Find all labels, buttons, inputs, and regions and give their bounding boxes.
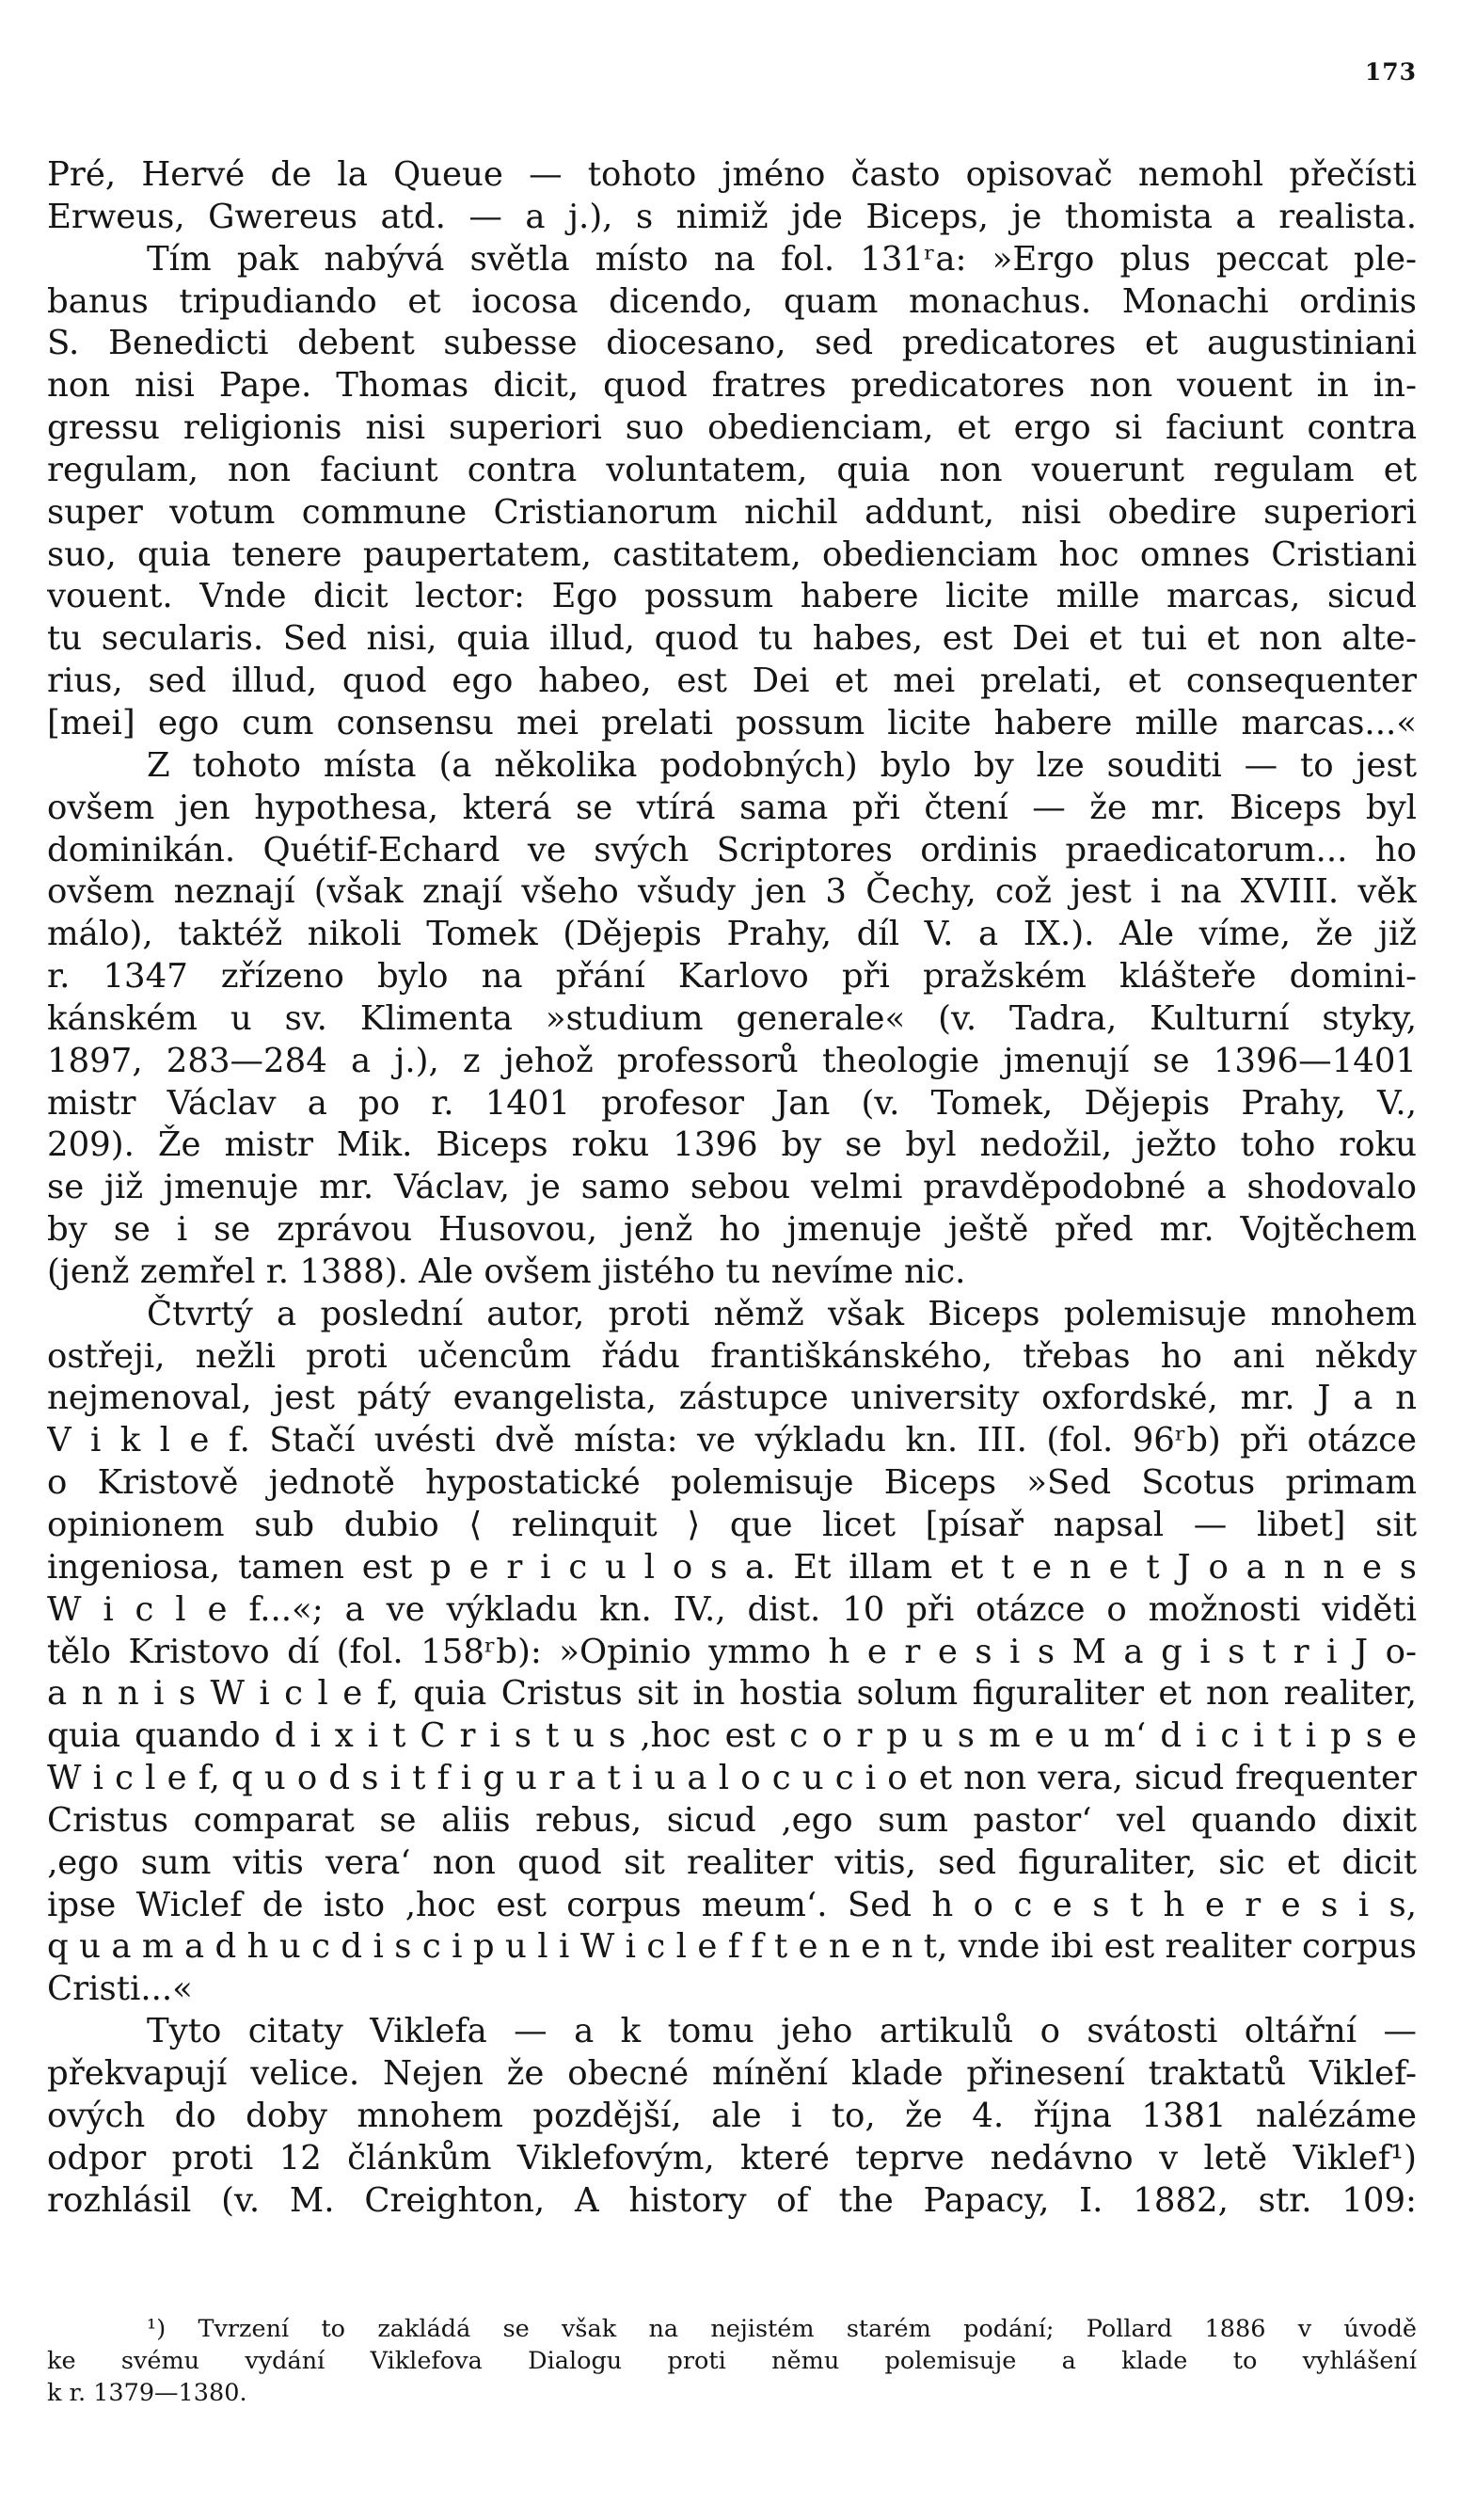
text-line: se již jmenuje mr. Václav, je samo sebou velmi pravděpodobné a shodovalo [47, 1168, 1417, 1207]
footnote-line: ¹) Tvrzení to zakládá se však na nejistém starém podání; Pollard 1886 v úvodě [147, 2315, 1417, 2343]
text-line: dominikán. Quétif-Echard ve svých Scriptores ordinis praedicatorum... ho [47, 830, 1417, 869]
text-line: Cristus comparat se aliis rebus, sicud ‚ego sum pastor‘ vel quando dixit [47, 1800, 1417, 1840]
text-line: o Kristově jednotě hypostatické polemisuje Biceps »Sed Scotus primam [47, 1463, 1417, 1503]
text-line: překvapují velice. Nejen že obecné mínění klade přinesení traktatů Viklef- [47, 2053, 1417, 2093]
text-line: Tyto citaty Viklefa — a k tomu jeho artikulů o svátosti oltářní — [147, 2012, 1417, 2051]
footnote [47, 2313, 1417, 2409]
text-line: kánském u sv. Klimenta »studium generale« (v. Tadra, Kulturní styky, [47, 998, 1417, 1038]
text-line: W i c l e f...«; a ve výkladu kn. IV., dist. 10 při otázce o možnosti viděti [47, 1589, 1417, 1629]
text-line: V i k l e f. Stačí uvésti dvě místa: ve výkladu kn. III. (fol. 96ʳb) při otázce [47, 1421, 1417, 1460]
text-line: S. Benedicti debent subesse diocesano, sed predicatores et augustiniani [47, 324, 1417, 363]
text-line: rozhlásil (v. M. Creighton, A history of the Papacy, I. 1882, str. 109: [47, 2180, 1417, 2220]
text-line: (jenž zemřel r. 1388). Ale ovšem jistého tu nevíme nic. [47, 1252, 966, 1291]
text-line: ovšem neznají (však znají všeho všudy jen 3 Čechy, což jest i na XVIII. věk [47, 872, 1417, 912]
text-line: a n n i s W i c l e f, quia Cristus sit in hostia solum figuraliter et non realiter, [47, 1674, 1417, 1714]
footnote-line: k r. 1379—1380. [47, 2379, 247, 2407]
text-line: rius, sed illud, quod ego habeo, est Dei et mei prelati, et consequenter [47, 662, 1417, 701]
text-line: mistr Václav a po r. 1401 profesor Jan (v. Tomek, Dějepis Prahy, V., [47, 1083, 1417, 1123]
text-line: ‚ego sum vitis vera‘ non quod sit realiter vitis, sed figuraliter, sic et dicit [47, 1842, 1417, 1882]
text-line: ostřeji, nežli proti učencům řádu františkánského, třebas ho ani někdy [47, 1336, 1417, 1376]
footnote-line: ke svému vydání Viklefova Dialogu proti němu polemisuje a klade to vyhlášení [47, 2347, 1417, 2375]
text-line: q u a m a d h u c d i s c i p u l i W i c l e f f t e n e n t, vnde ibi est realiter corpus [47, 1927, 1417, 1967]
text-line: ipse Wiclef de isto ‚hoc est corpus meum‘. Sed h o c e s t h e r e s i s, [47, 1885, 1417, 1924]
text-line: Erweus, Gwereus atd. — a j.), s nimiž jde Biceps, je thomista a realista. [47, 197, 1417, 236]
text-line: málo), taktéž nikoli Tomek (Dějepis Prahy, díl V. a IX.). Ale víme, že již [47, 915, 1417, 954]
text-line: suo, quia tenere paupertatem, castitatem, obedienciam hoc omnes Cristiani [47, 534, 1417, 574]
text-line: Pré, Hervé de la Queue — tohoto jméno často opisovač nemohl přečísti [47, 155, 1417, 194]
text-line: gressu religionis nisi superiori suo obedienciam, et ergo si faciunt contra [47, 408, 1417, 448]
page-number: 173 [1364, 58, 1417, 86]
text-line: opinionem sub dubio ⟨ relinquit ⟩ que licet [písař napsal — libet] sit [47, 1506, 1417, 1544]
text-line: r. 1347 zřízeno bylo na přání Karlovo při pražském klášteře domini- [47, 957, 1417, 997]
text-line: odpor proti 12 článkům Viklefovým, které teprve nedávno v letě Viklef¹) [47, 2138, 1417, 2177]
text-line: [mei] ego cum consensu mei prelati possum licite habere mille marcas...« [47, 703, 1417, 742]
text-line: Tím pak nabývá světla místo na fol. 131ʳa: »Ergo plus peccat ple- [147, 239, 1417, 279]
text-line: banus tripudiando et iocosa dicendo, quam monachus. Monachi ordinis [47, 281, 1417, 321]
text-line: 1897, 283—284 a j.), z jehož professorů theologie jmenují se 1396—1401 [47, 1041, 1417, 1080]
text-line: 209). Že mistr Mik. Biceps roku 1396 by se byl nedožil, ježto toho roku [47, 1125, 1417, 1165]
text-line: tělo Kristovo dí (fol. 158ʳb): »Opinio ymmo h e r e s i s M a g i s t r i J o- [47, 1632, 1417, 1671]
text-line: vouent. Vnde dicit lector: Ego possum habere licite mille marcas, sicud [47, 577, 1417, 616]
text-line: Z tohoto místa (a několika podobných) bylo by lze souditi — to jest [147, 745, 1417, 785]
text-line: nejmenoval, jest pátý evangelista, zástupce university oxfordské, mr. J a n [47, 1379, 1417, 1418]
text-line: non nisi Pape. Thomas dicit, quod fratres predicatores non vouent in in- [47, 366, 1417, 406]
text-line: ovšem jen hypothesa, která se vtírá sama při čtení — že mr. Biceps byl [47, 788, 1417, 827]
text-line: Čtvrtý a poslední autor, proti němž však Biceps polemisuje mnohem [147, 1294, 1417, 1333]
text-line: W i c l e f, q u o d s i t f i g u r a t i u a l o c u c i o et non vera, sicud frequenter [47, 1759, 1417, 1798]
main-text [47, 154, 1417, 2222]
text-line: super votum commune Cristianorum nichil addunt, nisi obedire superiori [47, 492, 1417, 532]
text-line: by se i se zprávou Husovou, jenž ho jmenuje ještě před mr. Vojtěchem [47, 1210, 1417, 1250]
text-line: ových do doby mnohem pozdější, ale i to, že 4. října 1381 nalézáme [47, 2096, 1417, 2135]
text-line: ingeniosa, tamen est p e r i c u l o s a. Et illam et t e n e t J o a n n e s [47, 1547, 1417, 1587]
text-line: quia quando d i x i t C r i s t u s ‚hoc est c o r p u s m e u m‘ d i c i t i p s e [47, 1716, 1417, 1756]
text-line: regulam, non faciunt contra voluntatem, quia non vouerunt regulam et [47, 450, 1417, 489]
text-line: Cristi...« [47, 1970, 193, 2009]
text-line: tu secularis. Sed nisi, quia illud, quod tu habes, est Dei et tui et non alte- [47, 619, 1417, 659]
